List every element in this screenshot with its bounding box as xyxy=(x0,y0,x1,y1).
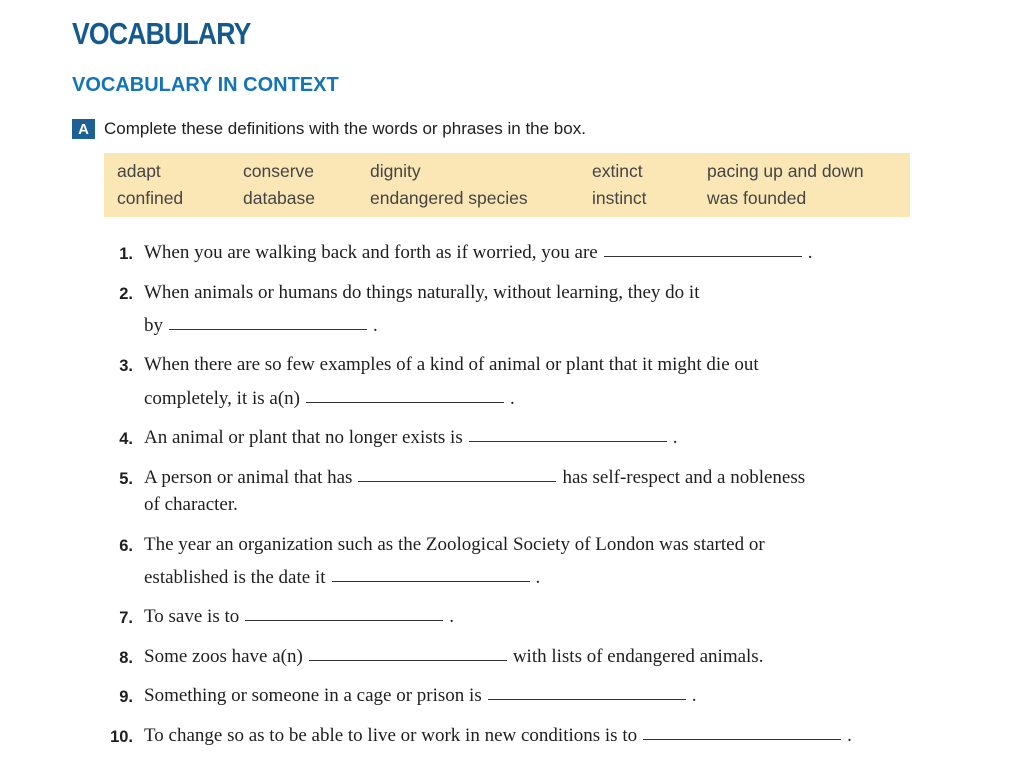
item-text-end: . xyxy=(510,388,515,409)
word-pacing: pacing up and down xyxy=(707,161,864,181)
list-item-continued xyxy=(144,315,378,337)
list-item xyxy=(144,534,765,556)
word-database: database xyxy=(243,188,316,208)
item-text-end: with lists of endangered animals. xyxy=(512,646,764,667)
list-item-continued xyxy=(144,388,515,410)
word-adapt: adapt xyxy=(117,161,161,181)
item-text-end: . xyxy=(672,427,678,448)
word-instinct: instinct xyxy=(592,188,647,208)
list-item-continued xyxy=(144,494,238,516)
answer-blank[interactable] xyxy=(488,698,686,700)
list-item xyxy=(144,427,677,449)
item-text-end: . xyxy=(535,567,541,588)
instruction-text: Complete these definitions with the words or phrases in the box. xyxy=(104,119,586,138)
item-number: 7. xyxy=(119,609,133,627)
item-text: The year an organization such as the Zoological Society of London was started or xyxy=(144,534,765,555)
item-text: Some zoos have a(n) xyxy=(144,646,303,667)
list-item xyxy=(144,606,454,628)
item-text: Something or someone in a cage or prison is xyxy=(144,685,482,706)
item-number: 2. xyxy=(119,285,133,303)
item-text: To save is to xyxy=(144,606,240,627)
word-was-founded: was founded xyxy=(707,188,807,208)
answer-blank[interactable] xyxy=(306,401,504,403)
word-dignity: dignity xyxy=(370,161,421,181)
item-text: When there are so few examples of a kind of animal or plant that it might die out xyxy=(144,354,759,375)
item-text: An animal or plant that no longer exists is xyxy=(144,427,463,448)
word-endangered-species: endangered species xyxy=(370,188,528,208)
section-title: VOCABULARY IN CONTEXT xyxy=(72,74,339,96)
exercise-badge: A xyxy=(72,119,95,139)
list-item xyxy=(144,467,805,489)
list-item xyxy=(144,242,812,264)
list-item-continued xyxy=(144,567,540,589)
item-text-end: . xyxy=(449,606,454,627)
item-text: To change so as to be able to live or work in new conditions is to xyxy=(144,725,638,746)
word-conserve: conserve xyxy=(243,161,315,181)
answer-blank[interactable] xyxy=(358,480,556,482)
item-number: 6. xyxy=(119,537,133,555)
answer-blank[interactable] xyxy=(309,659,507,661)
item-text: When animals or humans do things naturally, without learning, they do it xyxy=(144,282,700,303)
item-text-end: . xyxy=(373,315,378,336)
item-text: When you are walking back and forth as if worried, you are xyxy=(144,242,598,263)
item-number: 4. xyxy=(119,430,133,448)
answer-blank[interactable] xyxy=(332,580,530,582)
answer-blank[interactable] xyxy=(604,255,802,257)
answer-blank[interactable] xyxy=(245,619,443,621)
list-item xyxy=(144,725,852,747)
item-number: 3. xyxy=(119,357,133,375)
item-text: by xyxy=(144,315,163,336)
item-text-end: . xyxy=(847,725,852,746)
list-item xyxy=(144,685,696,707)
item-text-end: . xyxy=(807,242,813,263)
list-item xyxy=(144,282,699,304)
item-number: 5. xyxy=(119,470,133,488)
item-number: 1. xyxy=(119,245,133,263)
answer-blank[interactable] xyxy=(469,440,667,442)
item-text: of character. xyxy=(144,494,238,515)
page-title: VOCABULARY xyxy=(72,16,251,51)
list-item xyxy=(144,646,763,668)
item-text: A person or animal that has xyxy=(144,467,353,488)
word-extinct: extinct xyxy=(592,161,643,181)
item-number: 9. xyxy=(119,688,133,706)
word-confined: confined xyxy=(117,188,184,208)
item-text: established is the date it xyxy=(144,567,326,588)
answer-blank[interactable] xyxy=(643,738,841,740)
item-number: 10. xyxy=(110,728,133,746)
item-text-end: has self-respect and a nobleness xyxy=(562,467,806,488)
item-text-end: . xyxy=(691,685,697,706)
item-text: completely, it is a(n) xyxy=(144,388,300,409)
list-item xyxy=(144,354,759,376)
answer-blank[interactable] xyxy=(169,328,367,330)
item-number: 8. xyxy=(119,649,133,667)
